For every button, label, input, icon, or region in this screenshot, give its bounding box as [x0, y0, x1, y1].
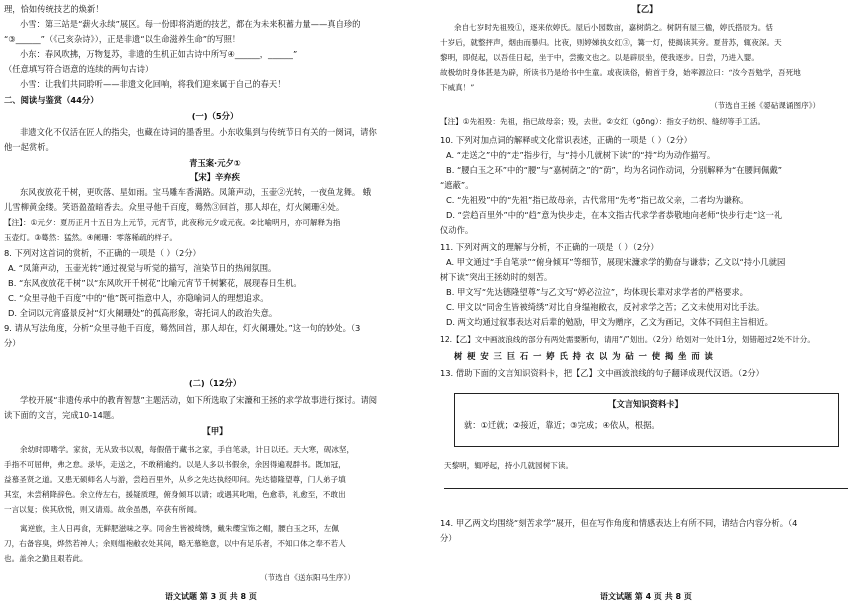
page-footer: 语文试题 第 4 页 共 8 页 [600, 592, 692, 601]
text-line: 非遗文化不仅活在匠人的指尖，也藏在诗词的墨香里。小东收集到与传统节日有关的一阕词，请你 [20, 127, 377, 137]
subsection-heading: (一)（5分） [191, 111, 239, 121]
question-14: 14. 甲乙两文均围绕“刻苦求学”展开，但在写作角度和情感表达上有所不同，请结合内容分析。（4 [440, 518, 798, 528]
passage-line: 益慕圣贤之道。又患无硕师名人与游，尝趋百里外，从乡之先达执经叩问。先达德隆望尊，门人弟子填 [4, 475, 346, 484]
poem-title: 青玉案·元夕① [189, 158, 241, 168]
passage-line: 故极幼时身体甚是为辟，所读书乃是给书中生童。或夜读俗，俯首于身，始率源泣曰：“汝今吾勉学，吾死地 [440, 68, 801, 77]
option-d: D. “尝趋百里外”中的“趋”意为快步走，在本文指古代求学者恭敬地向老师“快步行走”这一礼 [446, 210, 783, 220]
text-line: “遮蔽”。 [440, 180, 474, 190]
passage-label: 【甲】 [202, 426, 228, 436]
option-a: A. “凤箫声动，玉壶光转”通过视觉与听觉的描写，渲染节日的热闹氛围。 [8, 263, 277, 273]
option-c: C. 甲文以“同舍生皆被绮绣”对比自身缊袍敝衣，反衬求学之苦；乙文未使用对比手法。 [446, 302, 765, 312]
text-line: 分） [440, 533, 457, 543]
passage-line: 黎明，即促起，以吾佳日起，坐于中，尝搬文也之。以是辟辰坐，使我逐步。日尝，乃进入婴。 [440, 53, 759, 62]
text-line: 小雪：让我们共同聆听——非遗文化回响，将我们迎来属于自己的春天！ [20, 79, 286, 89]
section-heading: 二、阅读与鉴赏（44分） [4, 95, 99, 105]
source-citation: （节选自王拯《媭砧课诵图序》） [710, 101, 821, 110]
answer-line [444, 488, 848, 489]
text-line: “③______”（《己亥杂诗》），正是非遗“以生命滋养生命”的写照！ [4, 34, 241, 44]
punctuation-sentence: 树 梗 安 三 巨 石 一 婷 氏 持 衣 以 为 砧 一 使 揭 坐 而 读 [454, 351, 714, 361]
option-c: C. “先祖殁”中的“先祖”指已故母亲，古代常用“先考”指已故父亲，二者均为谦称。 [446, 195, 749, 205]
poem-line: 儿雪柳黄金缕。笑语盈盈暗香去。众里寻他千百度，蓦然③回首，那人却在，灯火阑珊④处。 [4, 202, 345, 212]
question-10: 10. 下列对加点词的解释或文化常识表述，正确的一项是（ ）（2分） [440, 135, 692, 145]
option-d: D. 两文均通过叙事表达对后辈的勉励，甲文为赠序，乙文为画记，文体不同但主旨相近。 [446, 317, 773, 327]
text-line: 读下面的文言，完成10-14题。 [4, 410, 120, 420]
note-line: 【注】：①元夕：夏历正月十五日为上元节，元宵节，此夜称元夕或元夜。②比喻明月，亦可解释为指 [4, 218, 341, 227]
passage-line: 寓逆旅，主人日再食，无鲜肥滋味之享。同舍生皆被绮绣，戴朱缨宝饰之帽，腰白玉之环，左佩 [20, 524, 339, 533]
passage-line: 手指不可屈伸，弗之怠。录毕，走送之，不敢稍逾约。以是人多以书假余，余因得遍观群书。既加冠， [4, 460, 346, 469]
text-line: 小雪：第三站是“薪火永续”展区。每一份即将消逝的技艺，都在为未来积蓄力量——真自珍的 [20, 19, 361, 29]
option-b: B. “东风夜放花千树”以“东风吹开千树花”比喻元宵节千树繁花，展现春日生机。 [8, 278, 302, 288]
knowledge-card-text: 就：①迁就；②接近，靠近；③完成；④依从，根据。 [464, 420, 660, 430]
exam-page-4 [430, 0, 860, 608]
question-8: 8. 下列对这首词的赏析，不正确的一项是（ ）（2分） [4, 248, 201, 258]
knowledge-card-title: 【文言知识资料卡】 [608, 399, 683, 409]
text-line: 理，恰如传统技艺的焕新！ [4, 4, 104, 14]
translation-sentence: 天黎明，辄呼起，持小几就园树下读。 [444, 461, 574, 470]
passage-line: 其室，未尝稍降辞色。余立侍左右，援疑质理，俯身倾耳以请；或遇其叱咄，色愈恭，礼愈至，不敢出 [4, 490, 346, 499]
question-9: 9. 请从写法角度，分析“众里寻他千百度，蓦然回首，那人却在，灯火阑珊处。”这一句的妙处。（3 [4, 323, 361, 333]
option-b: B. “腰白玉之环”中的“腰”与“嘉树荫之”的“荫”，均为名词作动词，分别解释为“在腰间佩戴” [446, 165, 783, 175]
poem-author: 【宋】辛弃疾 [190, 172, 240, 182]
passage-line: 余自七岁时先祖殁①，逐来依婷氏。屋后小园数亩，嘉树荫之。树阴有屋三楹，婷氏搭辰为。恬 [454, 23, 773, 32]
passage-line: 下威真！” [440, 83, 475, 92]
option-a: A. “走送之”中的“走”指步行，与“持小几就树下读”的“持”均为动作描写。 [446, 150, 716, 160]
question-12: 12.【乙】文中画波浪线的部分有两处需要断句，请用“/”划出。（2分）给划对一处计1分，划错超过2处不计分。 [440, 335, 815, 344]
option-b: B. 甲文写“先达德隆望尊”与乙文写“婷必泣泣”，均体现长辈对求学者的严格要求。 [446, 287, 748, 297]
passage-line: 一言以复；俟其欣悦，则又请焉。故余虽愚，卒获有所闻。 [4, 505, 202, 514]
note-line: 玉壶灯。③蓦然：猛然。④阑珊：零落稀疏的样子。 [4, 233, 178, 242]
page-footer: 语文试题 第 3 页 共 8 页 [165, 592, 257, 601]
passage-line: 十岁后，就整抨声，烟由而暴归。比夜，则婷娣执女红③，篝一灯，使揭读其旁。夏昔苏，辄夜深。天 [440, 38, 782, 47]
question-11: 11. 下列对两文的理解与分析，不正确的一项是（ ）（2分） [440, 242, 659, 252]
option-c: C. “众里寻他千百度”中的“他”既可指意中人，亦隐喻词人的理想追求。 [8, 293, 269, 303]
text-line: 小东：春风吹拂，万物复苏，非遗的生机正如古诗中所写④______，______” [20, 49, 298, 59]
poem-line: 东风夜放花千树，更吹落、星如雨。宝马雕车香满路。凤箫声动，玉壶②光转，一夜鱼龙舞。 蛾 [20, 187, 372, 197]
text-line: 仪动作。 [440, 225, 474, 235]
passage-line: 也。盖余之勤且艰若此。 [4, 554, 88, 563]
text-line: （任意填写符合语意的连续的两句古诗） [4, 64, 154, 74]
text-line: 分） [4, 338, 21, 348]
question-13: 13. 借助下面的文言知识资料卡，把【乙】文中画波浪线的句子翻译成现代汉语。（2分） [440, 368, 764, 378]
subsection-heading: (二)（12分） [188, 378, 242, 388]
text-line: 树下读”突出王拯幼时的刻苦。 [440, 272, 553, 282]
option-d: D. 全词以元宵盛景反衬“灯火阑珊处”的孤高形象，寄托词人的政治失意。 [8, 308, 278, 318]
passage-label: 【乙】 [632, 4, 658, 14]
option-a: A. 甲文通过“手自笔录”“俯身倾耳”等细节，展现宋濂求学的勤奋与谦恭；乙文以“持小几就园 [446, 257, 786, 267]
text-line: 学校开展“非遗传承中的教育智慧”主题活动，如下所选取了宋濂和王拯的求学故事进行探讨。请阅 [20, 395, 378, 405]
passage-line: 刀，右备容臭，烨然若神人；余则缊袍敝衣处其间，略无慕艳意，以中有足乐者，不知口体之奉不若人 [4, 539, 346, 548]
passage-line: 余幼时即嗜学。家贫，无从致书以观，每假借于藏书之家，手自笔录，计日以还。天大寒，砚冰坚， [20, 445, 355, 454]
note-line: 【注】①先祖殁：先祖，指已故母亲；殁，去世。②女红（gōng）：指女子纺织、缝纫等手工活。 [440, 117, 766, 126]
text-line: 他一起赏析。 [4, 142, 54, 152]
source-citation: （节选自《送东阳马生序》） [260, 573, 355, 582]
